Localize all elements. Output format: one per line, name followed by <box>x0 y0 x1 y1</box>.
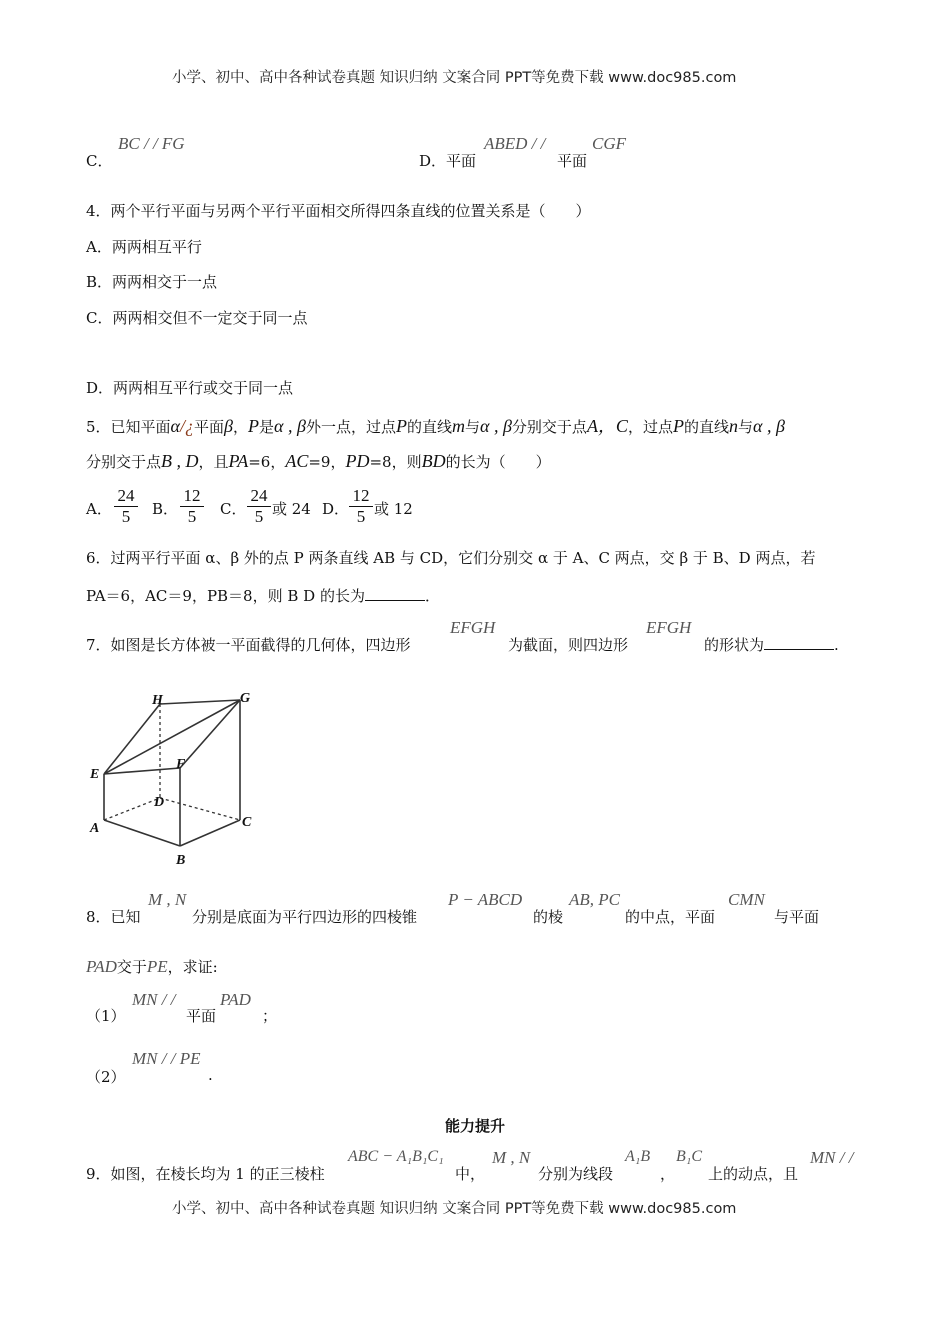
figure-label-e: E <box>90 767 100 782</box>
figure-label-g: G <box>240 691 251 706</box>
q9-math-a1b: A₁B <box>625 1148 651 1165</box>
q9-math-prism: ABC − A₁B₁C₁ <box>348 1148 444 1165</box>
q8-part1-plane: 平面 <box>186 1007 217 1025</box>
q4-option-d: D．两两相互平行或交于同一点 <box>86 379 294 397</box>
q8-part1-math2: PAD <box>220 990 251 1009</box>
figure-label-f: F <box>176 757 186 772</box>
q7-geometry-figure <box>80 680 280 870</box>
q5-line2: 分别交于点B , D，且PA=6，AC=9，PD=8，则BD的长为（ ） <box>86 451 551 471</box>
q4-option-c: C．两两相交但不一定交于同一点 <box>86 309 308 327</box>
q5-line1: 5．已知平面α/¿平面β，P是α , β外一点，过点P的直线m与α , β分别交于点A，C，过点P的直线n与α , β <box>86 416 785 436</box>
q7-text-c: 的形状为 . <box>704 636 839 654</box>
q9-text-b: 中， <box>455 1165 486 1183</box>
q7-answer-blank[interactable] <box>764 635 834 650</box>
q8-part2-label: （2） <box>86 1068 126 1086</box>
q8-text-d: 的中点，平面 <box>625 908 716 926</box>
q3-option-c-label: C． <box>86 152 113 170</box>
q9-math-b1c: B₁C <box>676 1148 703 1165</box>
figure-label-b: B <box>176 853 186 868</box>
q8-line2: PAD交于PE，求证: <box>86 957 218 976</box>
q5-option-a-label: A． <box>86 500 112 518</box>
q9-math-mn: M , N <box>492 1148 531 1167</box>
q5-option-c-fraction: $\frac{24}{5}$ <box>247 486 271 527</box>
q5-option-b-fraction: $\frac{12}{5}$ <box>180 486 204 527</box>
q5-option-d-fraction: $\frac{12}{5}$ <box>349 486 373 527</box>
q8-text-e: 与平面 <box>774 908 820 926</box>
q8-text-a: 8．已知 <box>86 908 141 926</box>
q8-part1-math: MN / / <box>132 990 176 1009</box>
figure-label-d: D <box>154 795 165 810</box>
q7-text-b: 为截面，则四边形 <box>508 636 629 654</box>
q9-text-e: 上的动点，且 <box>708 1165 799 1183</box>
q6-line2: PA＝6，AC＝9，PB＝8，则 B D 的长为 ． <box>86 587 440 605</box>
figure-label-a: A <box>90 821 100 836</box>
q8-text-c: 的棱 <box>533 908 564 926</box>
q4-option-b: B．两两相交于一点 <box>86 273 218 291</box>
q8-part1-end: ； <box>262 1007 278 1025</box>
q9-text-d: ， <box>660 1165 676 1183</box>
q7-math-efgh-1: EFGH <box>450 618 496 637</box>
q5-option-c-or: 或 24 <box>272 500 311 518</box>
q5-option-c-label: C． <box>220 500 247 518</box>
figure-label-h: H <box>152 693 163 708</box>
q5-option-a-fraction: $\frac{24}{5}$ <box>114 486 138 527</box>
q8-text-b: 分别是底面为平行四边形的四棱锥 <box>192 908 418 926</box>
q9-text-a: 9．如图，在棱长均为 1 的正三棱柱 <box>86 1165 325 1183</box>
q5-option-b-label: B． <box>152 500 179 518</box>
q8-math-pyramid: P − ABCD <box>448 890 523 909</box>
figure-label-c: C <box>242 815 252 830</box>
page-header: 小学、初中、高中各种试卷真题 知识归纳 文案合同 PPT等免费下载 www.doc985.com <box>172 70 737 86</box>
q3-option-c-math: BC / / FG <box>118 134 185 153</box>
q6-line1: 6．过两平行平面 α、β 外的点 P 两条直线 AB 与 CD，它们分别交 α 于 A、C 两点，交 β 于 B、D 两点，若 <box>86 549 816 567</box>
q6-answer-blank[interactable] <box>365 586 425 601</box>
q3-option-d-math2: CGF <box>592 134 626 153</box>
q3-option-d-math1: ABED / / <box>484 134 546 153</box>
q9-text-c: 分别为线段 <box>538 1165 614 1183</box>
q8-math-edges: AB, PC <box>569 890 620 909</box>
q3-option-d-label: D．平面 <box>419 152 477 170</box>
q8-part2-end: . <box>208 1066 213 1084</box>
q5-option-d-or: 或 12 <box>374 500 413 518</box>
q5-option-d-label: D． <box>322 500 350 518</box>
q9-math-mn-parallel: MN / / <box>810 1148 854 1167</box>
q7-math-efgh-2: EFGH <box>646 618 692 637</box>
q3-option-d-plane: 平面 <box>557 152 588 170</box>
q8-math-cmn: CMN <box>728 890 765 909</box>
q7-text-a: 7．如图是长方体被一平面截得的几何体，四边形 <box>86 636 411 654</box>
section-title: 能力提升 <box>445 1117 506 1135</box>
q8-part1-label: （1） <box>86 1007 126 1025</box>
q8-math-mn: M , N <box>148 890 187 909</box>
page-footer: 小学、初中、高中各种试卷真题 知识归纳 文案合同 PPT等免费下载 www.doc985.com <box>172 1201 737 1217</box>
q4-stem: 4．两个平行平面与另两个平行平面相交所得四条直线的位置关系是（ ） <box>86 202 591 220</box>
q4-option-a: A．两两相互平行 <box>86 238 202 256</box>
q8-part2-math: MN / / PE <box>132 1049 201 1068</box>
